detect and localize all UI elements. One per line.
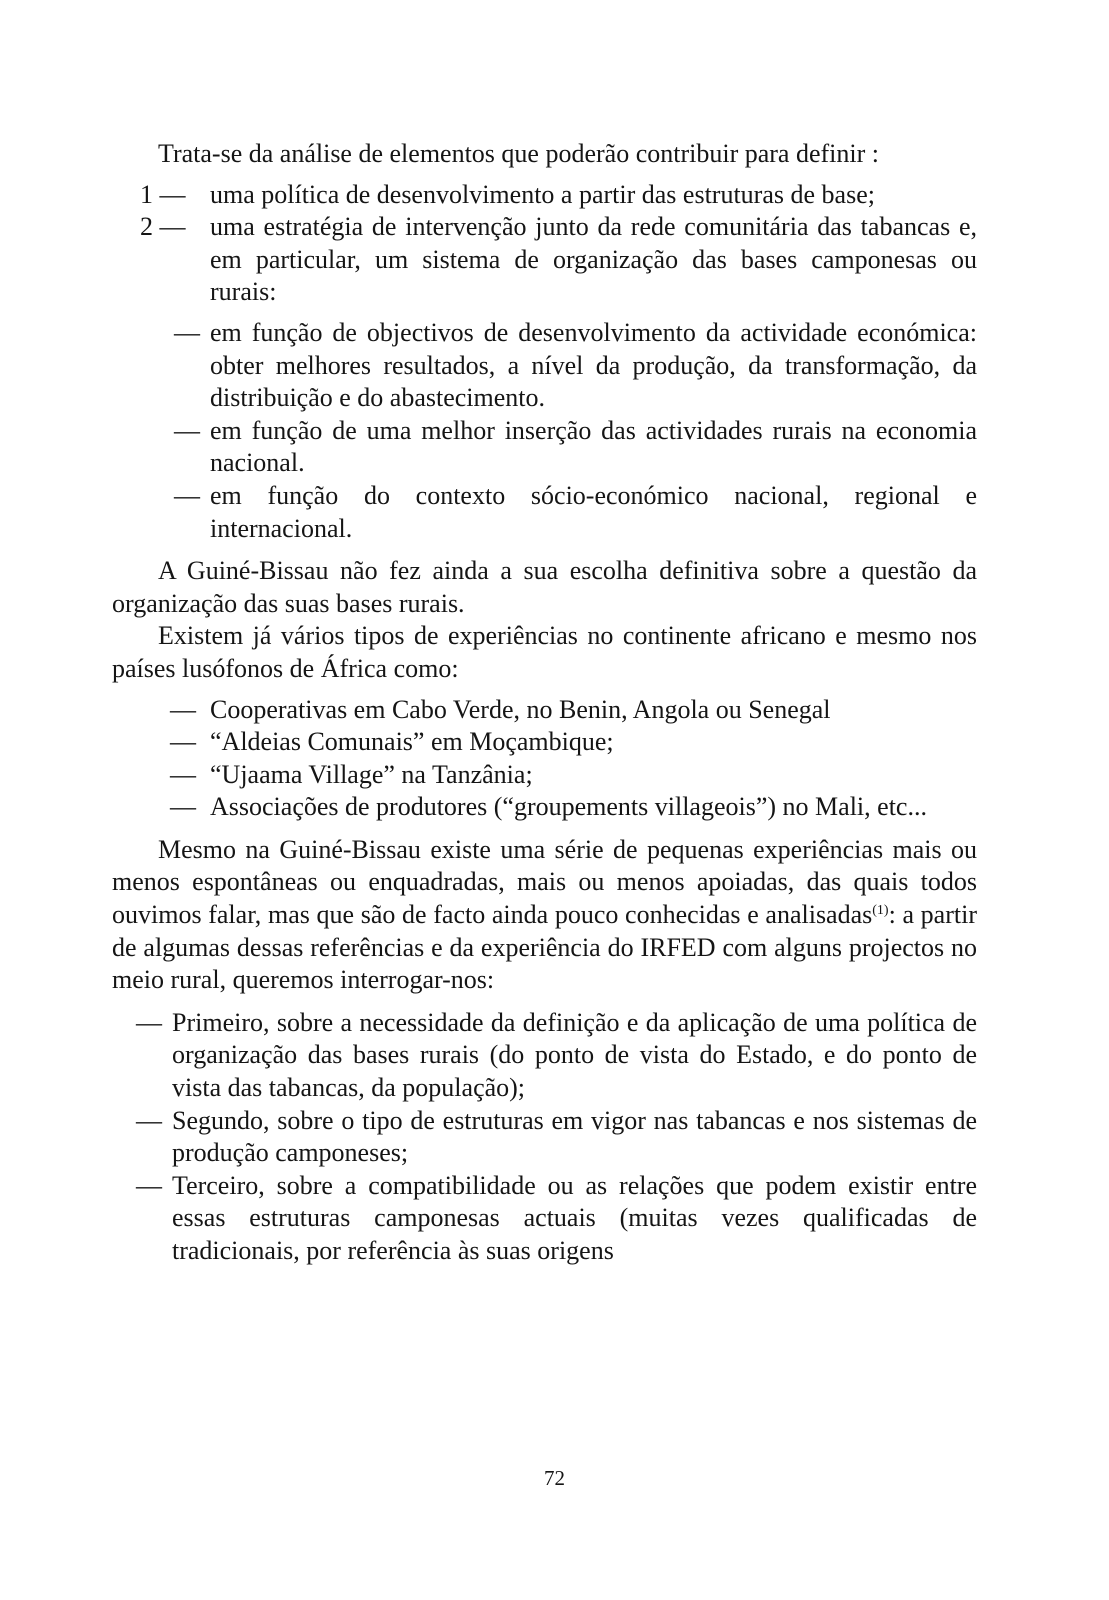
list-item-text: em função do contexto sócio-económico nacional, regional e internacional. [210, 480, 977, 543]
dash-marker: — [174, 415, 200, 445]
list-item-text: Terceiro, sobre a compatibilidade ou as relações que podem existir entre essas estruturas camponesas actuais (muitas vezes qualificadas de tradicionais, por referência às suas origens [172, 1170, 977, 1265]
dash-marker: — [136, 1105, 162, 1135]
list-item [112, 759, 977, 792]
list-item [112, 694, 977, 727]
list-item [112, 726, 977, 759]
list-item-text: Cooperativas em Cabo Verde, no Benin, Angola ou Senegal [210, 694, 831, 724]
page-number: 72 [544, 1466, 565, 1490]
dash-marker: — [174, 317, 200, 347]
list-item [112, 179, 977, 212]
experiences-list [112, 694, 977, 824]
list-item-text: uma estratégia de intervenção junto da rede comunitária das tabancas e, em particular, um sistema de organização das bases camponesas ou rurais: [210, 212, 977, 307]
local-experiences-paragraph [112, 834, 977, 997]
paragraph-text: : a partir de algumas dessas referências e da experiência do IRFED com alguns projectos no meio rural, queremos interrogar-nos: [112, 900, 977, 995]
dash-marker: — [136, 1170, 162, 1200]
list-item [112, 1170, 977, 1268]
list-item-text: Primeiro, sobre a necessidade da definição e da aplicação de uma política de organização das bases rurais (do ponto de vista do Estado, e do ponto de vista das tabancas, da população); [172, 1007, 977, 1103]
numbered-list [112, 179, 977, 309]
objectives-list [112, 317, 977, 545]
questions-list [112, 1007, 977, 1268]
list-item [112, 480, 977, 545]
dash-marker: — [136, 1007, 162, 1037]
dash-marker: — [170, 694, 196, 724]
list-item [112, 211, 977, 309]
list-item [112, 791, 977, 824]
list-item-text: Associações de produtores (“groupements villageois”) no Mali, etc... [210, 792, 927, 822]
list-item [112, 1105, 977, 1170]
list-item-text: uma política de desenvolvimento a partir das estruturas de base; [210, 179, 875, 209]
footnote-reference: (1) [872, 903, 889, 919]
list-item-text: em função de uma melhor inserção das actividades rurais na economia nacional. [210, 415, 977, 478]
list-item-text: em função de objectivos de desenvolvimento da actividade económica: obter melhores resultados, a nível da produção, da transformação, da distribuição e do abastecimento. [210, 317, 977, 413]
dash-marker: — [170, 727, 196, 757]
experiences-paragraph: Existem já vários tipos de experiências no continente africano e mesmo nos países lusófonos de África como: [112, 621, 977, 683]
list-marker: 2 — [140, 212, 186, 242]
body-text [112, 138, 977, 1268]
dash-marker: — [174, 480, 200, 510]
list-marker: 1 — [140, 179, 186, 209]
dash-marker: — [170, 759, 196, 789]
intro-paragraph: Trata-se da análise de elementos que poderão contribuir para definir : [158, 139, 879, 168]
list-item-text: “Ujaama Village” na Tanzânia; [210, 759, 533, 789]
list-item-text: Segundo, sobre o tipo de estruturas em vigor nas tabancas e nos sistemas de produção camponeses; [172, 1105, 977, 1168]
list-item [112, 1007, 977, 1105]
list-item-text: “Aldeias Comunais” em Moçambique; [210, 727, 614, 757]
list-item [112, 415, 977, 480]
list-item [112, 317, 977, 415]
paragraph-text: Mesmo na Guiné-Bissau existe uma série de pequenas experiências mais ou menos espontâneas ou enquadradas, mais ou menos apoiadas, das quais todos ouvimos falar, mas que são de facto ainda pouco conhecidas e analisadas [112, 834, 977, 930]
dash-marker: — [170, 792, 196, 822]
guinea-choice-paragraph: A Guiné-Bissau não fez ainda a sua escolha definitiva sobre a questão da organização das suas bases rurais. [112, 556, 977, 618]
